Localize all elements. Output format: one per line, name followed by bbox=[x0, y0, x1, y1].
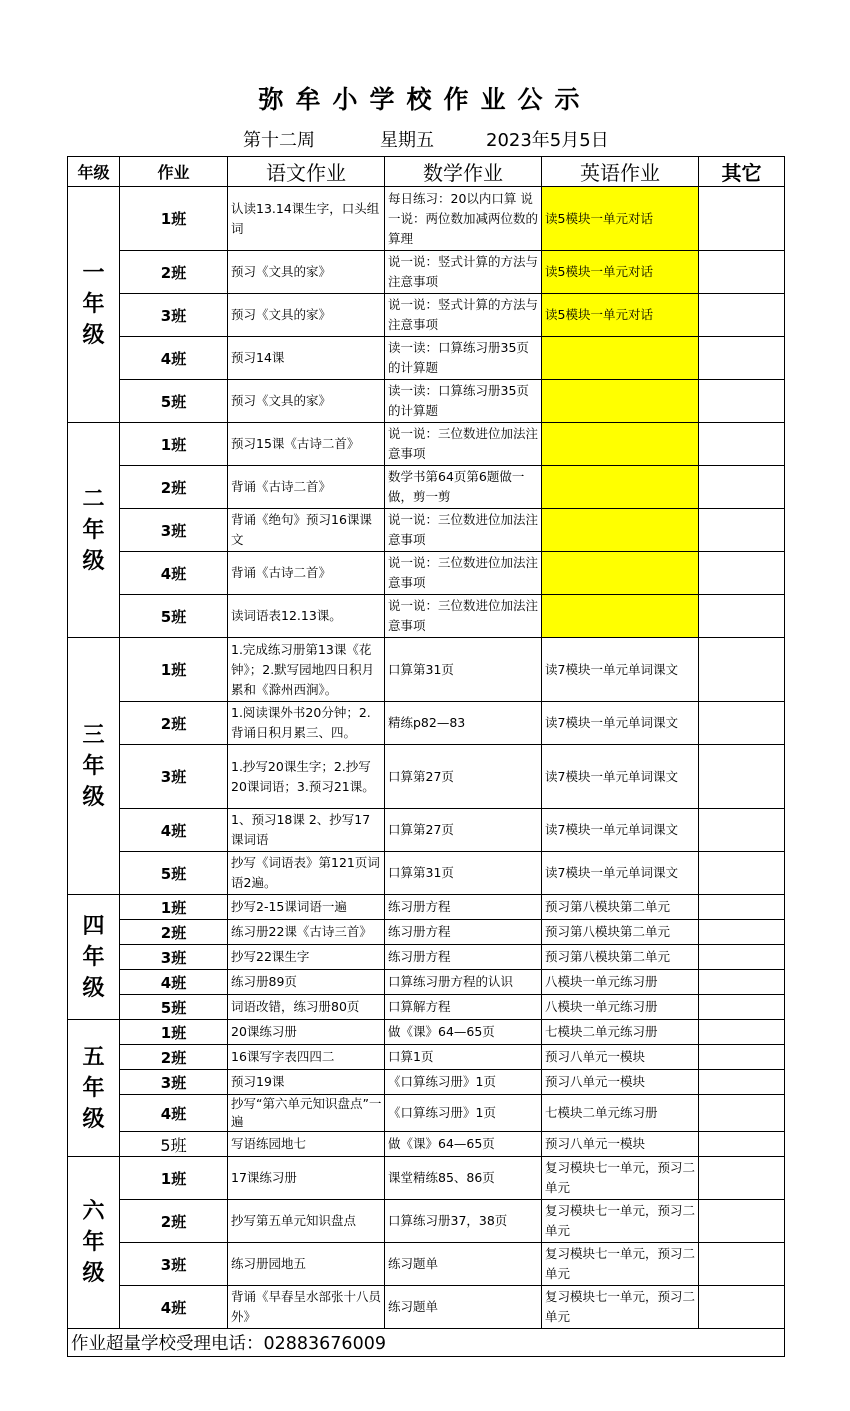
table-row bbox=[68, 1286, 785, 1329]
math-homework-cell: 练习题单 bbox=[385, 1286, 542, 1329]
chinese-homework-cell: 预习《文具的家》 bbox=[228, 251, 385, 294]
math-homework-cell: 口算1页 bbox=[385, 1045, 542, 1070]
other-homework-cell bbox=[699, 852, 785, 895]
other-homework-cell bbox=[699, 1070, 785, 1095]
grade-label: 一 年 级 bbox=[68, 187, 120, 423]
table-row bbox=[68, 852, 785, 895]
english-homework-cell bbox=[542, 509, 699, 552]
chinese-homework-cell: 1.完成练习册第13课《花钟》；2.默写园地四日积月累和《滁州西涧》。 bbox=[228, 638, 385, 702]
class-label: 3班 bbox=[120, 1070, 228, 1095]
chinese-homework-cell: 写语练园地七 bbox=[228, 1132, 385, 1157]
table-row bbox=[68, 380, 785, 423]
chinese-homework-cell: 抄写2-15课词语一遍 bbox=[228, 895, 385, 920]
chinese-homework-cell: 1.抄写20课生字；2.抄写20课词语；3.预习21课。 bbox=[228, 745, 385, 809]
english-homework-cell bbox=[542, 466, 699, 509]
english-homework-cell: 预习八单元一模块 bbox=[542, 1132, 699, 1157]
other-homework-cell bbox=[699, 337, 785, 380]
chinese-homework-cell: 抄写第五单元知识盘点 bbox=[228, 1200, 385, 1243]
math-homework-cell: 课堂精练85、86页 bbox=[385, 1157, 542, 1200]
table-row bbox=[68, 552, 785, 595]
class-label: 4班 bbox=[120, 337, 228, 380]
table-row bbox=[68, 895, 785, 920]
math-homework-cell: 口算解方程 bbox=[385, 995, 542, 1020]
math-homework-cell: 说一说：竖式计算的方法与注意事项 bbox=[385, 294, 542, 337]
table-row bbox=[68, 251, 785, 294]
header-grade: 年级 bbox=[68, 157, 120, 187]
chinese-homework-cell: 预习14课 bbox=[228, 337, 385, 380]
english-homework-cell: 读7模块一单元单词课文 bbox=[542, 852, 699, 895]
chinese-homework-cell: 预习《文具的家》 bbox=[228, 294, 385, 337]
grade-label: 二 年 级 bbox=[68, 423, 120, 638]
other-homework-cell bbox=[699, 945, 785, 970]
other-homework-cell bbox=[699, 1200, 785, 1243]
math-homework-cell: 口算第27页 bbox=[385, 745, 542, 809]
class-label: 2班 bbox=[120, 920, 228, 945]
table-row bbox=[68, 1070, 785, 1095]
math-homework-cell: 口算第31页 bbox=[385, 852, 542, 895]
table-row bbox=[68, 423, 785, 466]
class-label: 3班 bbox=[120, 745, 228, 809]
english-homework-cell bbox=[542, 423, 699, 466]
english-homework-cell: 读5模块一单元对话 bbox=[542, 294, 699, 337]
chinese-homework-cell: 练习册园地五 bbox=[228, 1243, 385, 1286]
english-homework-cell: 读7模块一单元单词课文 bbox=[542, 638, 699, 702]
chinese-homework-cell: 抄写“第六单元知识盘点”一遍 bbox=[228, 1095, 385, 1132]
english-homework-cell: 预习第八模块第二单元 bbox=[542, 920, 699, 945]
other-homework-cell bbox=[699, 745, 785, 809]
other-homework-cell bbox=[699, 509, 785, 552]
class-label: 3班 bbox=[120, 509, 228, 552]
chinese-homework-cell: 17课练习册 bbox=[228, 1157, 385, 1200]
math-homework-cell: 读一读：口算练习册35页的计算题 bbox=[385, 380, 542, 423]
page-title: 弥牟小学校作业公示 bbox=[258, 85, 592, 114]
chinese-homework-cell: 预习《文具的家》 bbox=[228, 380, 385, 423]
table-row bbox=[68, 1020, 785, 1045]
header-other: 其它 bbox=[699, 157, 785, 187]
math-homework-cell: 说一说：三位数进位加法注意事项 bbox=[385, 509, 542, 552]
math-homework-cell: 口算第31页 bbox=[385, 638, 542, 702]
other-homework-cell bbox=[699, 595, 785, 638]
english-homework-cell: 读7模块一单元单词课文 bbox=[542, 809, 699, 852]
class-label: 1班 bbox=[120, 1020, 228, 1045]
english-homework-cell: 八模块一单元练习册 bbox=[542, 970, 699, 995]
math-homework-cell: 练习题单 bbox=[385, 1243, 542, 1286]
chinese-homework-cell: 认读13.14课生字，口头组词 bbox=[228, 187, 385, 251]
chinese-homework-cell: 背诵《绝句》预习16课课文 bbox=[228, 509, 385, 552]
table-row bbox=[68, 1243, 785, 1286]
header-english: 英语作业 bbox=[542, 157, 699, 187]
grade-label: 四 年 级 bbox=[68, 895, 120, 1020]
math-homework-cell: 练习册方程 bbox=[385, 945, 542, 970]
header-homework: 作业 bbox=[120, 157, 228, 187]
class-label: 2班 bbox=[120, 1200, 228, 1243]
english-homework-cell: 预习八单元一模块 bbox=[542, 1045, 699, 1070]
table-row bbox=[68, 1132, 785, 1157]
header-math: 数学作业 bbox=[385, 157, 542, 187]
english-homework-cell: 预习八单元一模块 bbox=[542, 1070, 699, 1095]
other-homework-cell bbox=[699, 251, 785, 294]
other-homework-cell bbox=[699, 809, 785, 852]
english-homework-cell: 七模块二单元练习册 bbox=[542, 1020, 699, 1045]
class-label: 5班 bbox=[120, 852, 228, 895]
english-homework-cell: 读5模块一单元对话 bbox=[542, 251, 699, 294]
math-homework-cell: 口算第27页 bbox=[385, 809, 542, 852]
other-homework-cell bbox=[699, 1243, 785, 1286]
table-row bbox=[68, 509, 785, 552]
other-homework-cell bbox=[699, 702, 785, 745]
english-homework-cell: 复习模块七一单元，预习二单元 bbox=[542, 1286, 699, 1329]
chinese-homework-cell: 预习19课 bbox=[228, 1070, 385, 1095]
chinese-homework-cell: 20课练习册 bbox=[228, 1020, 385, 1045]
english-homework-cell: 预习第八模块第二单元 bbox=[542, 895, 699, 920]
math-homework-cell: 精练p82—83 bbox=[385, 702, 542, 745]
class-label: 2班 bbox=[120, 251, 228, 294]
table-row bbox=[68, 1157, 785, 1200]
class-label: 3班 bbox=[120, 294, 228, 337]
other-homework-cell bbox=[699, 920, 785, 945]
table-row bbox=[68, 595, 785, 638]
math-homework-cell: 练习册方程 bbox=[385, 920, 542, 945]
grade-label: 五 年 级 bbox=[68, 1020, 120, 1157]
math-homework-cell: 练习册方程 bbox=[385, 895, 542, 920]
chinese-homework-cell: 背诵《古诗二首》 bbox=[228, 466, 385, 509]
class-label: 5班 bbox=[120, 380, 228, 423]
table-row bbox=[68, 970, 785, 995]
class-label: 1班 bbox=[120, 187, 228, 251]
english-homework-cell: 复习模块七一单元，预习二单元 bbox=[542, 1200, 699, 1243]
class-label: 3班 bbox=[120, 945, 228, 970]
math-homework-cell: 每日练习：20以内口算 说一说：两位数加减两位数的算理 bbox=[385, 187, 542, 251]
table-row bbox=[68, 466, 785, 509]
chinese-homework-cell: 预习15课《古诗二首》 bbox=[228, 423, 385, 466]
table-row bbox=[68, 638, 785, 702]
table-row bbox=[68, 1045, 785, 1070]
math-homework-cell: 做《课》64—65页 bbox=[385, 1132, 542, 1157]
class-label: 5班 bbox=[120, 595, 228, 638]
weekday-label: 星期五 bbox=[380, 130, 434, 151]
class-label: 4班 bbox=[120, 809, 228, 852]
english-homework-cell: 复习模块七一单元，预习二单元 bbox=[542, 1243, 699, 1286]
table-row bbox=[68, 745, 785, 809]
class-label: 4班 bbox=[120, 1286, 228, 1329]
math-homework-cell: 说一说：三位数进位加法注意事项 bbox=[385, 423, 542, 466]
chinese-homework-cell: 词语改错，练习册80页 bbox=[228, 995, 385, 1020]
class-label: 1班 bbox=[120, 1157, 228, 1200]
chinese-homework-cell: 背诵《早春呈水部张十八员外》 bbox=[228, 1286, 385, 1329]
math-homework-cell: 说一说：三位数进位加法注意事项 bbox=[385, 595, 542, 638]
class-label: 2班 bbox=[120, 1045, 228, 1070]
class-label: 1班 bbox=[120, 638, 228, 702]
class-label: 5班 bbox=[120, 1132, 228, 1157]
chinese-homework-cell: 背诵《古诗二首》 bbox=[228, 552, 385, 595]
english-homework-cell: 读7模块一单元单词课文 bbox=[542, 702, 699, 745]
math-homework-cell: 《口算练习册》1页 bbox=[385, 1070, 542, 1095]
other-homework-cell bbox=[699, 1132, 785, 1157]
grade-label: 六 年 级 bbox=[68, 1157, 120, 1329]
chinese-homework-cell: 1.阅读课外书20分钟；2.背诵日积月累三、四。 bbox=[228, 702, 385, 745]
class-label: 4班 bbox=[120, 1095, 228, 1132]
grade-label: 三 年 级 bbox=[68, 638, 120, 895]
other-homework-cell bbox=[699, 1286, 785, 1329]
table-row bbox=[68, 945, 785, 970]
other-homework-cell bbox=[699, 552, 785, 595]
class-label: 4班 bbox=[120, 970, 228, 995]
table-row bbox=[68, 809, 785, 852]
other-homework-cell bbox=[699, 1020, 785, 1045]
english-homework-cell bbox=[542, 380, 699, 423]
class-label: 2班 bbox=[120, 702, 228, 745]
week-label: 第十二周 bbox=[243, 130, 315, 151]
header-chinese: 语文作业 bbox=[228, 157, 385, 187]
class-label: 1班 bbox=[120, 895, 228, 920]
english-homework-cell bbox=[542, 595, 699, 638]
english-homework-cell bbox=[542, 337, 699, 380]
math-homework-cell: 口算练习册方程的认识 bbox=[385, 970, 542, 995]
homework-table bbox=[67, 156, 785, 1357]
other-homework-cell bbox=[699, 1095, 785, 1132]
class-label: 2班 bbox=[120, 466, 228, 509]
other-homework-cell bbox=[699, 995, 785, 1020]
chinese-homework-cell: 1、预习18课 2、抄写17课词语 bbox=[228, 809, 385, 852]
english-homework-cell: 八模块一单元练习册 bbox=[542, 995, 699, 1020]
other-homework-cell bbox=[699, 466, 785, 509]
math-homework-cell: 口算练习册37，38页 bbox=[385, 1200, 542, 1243]
other-homework-cell bbox=[699, 294, 785, 337]
class-label: 5班 bbox=[120, 995, 228, 1020]
complaint-hotline: 作业超量学校受理电话：02883676009 bbox=[68, 1329, 785, 1357]
chinese-homework-cell: 抄写22课生字 bbox=[228, 945, 385, 970]
english-homework-cell: 七模块二单元练习册 bbox=[542, 1095, 699, 1132]
math-homework-cell: 数学书第64页第6题做一做，剪一剪 bbox=[385, 466, 542, 509]
chinese-homework-cell: 练习册89页 bbox=[228, 970, 385, 995]
table-row bbox=[68, 702, 785, 745]
table-row bbox=[68, 337, 785, 380]
other-homework-cell bbox=[699, 895, 785, 920]
table-row bbox=[68, 1095, 785, 1132]
math-homework-cell: 做《课》64—65页 bbox=[385, 1020, 542, 1045]
math-homework-cell: 说一说：竖式计算的方法与注意事项 bbox=[385, 251, 542, 294]
chinese-homework-cell: 练习册22课《古诗三首》 bbox=[228, 920, 385, 945]
class-label: 3班 bbox=[120, 1243, 228, 1286]
class-label: 1班 bbox=[120, 423, 228, 466]
table-row bbox=[68, 1200, 785, 1243]
other-homework-cell bbox=[699, 380, 785, 423]
class-label: 4班 bbox=[120, 552, 228, 595]
english-homework-cell: 读5模块一单元对话 bbox=[542, 187, 699, 251]
chinese-homework-cell: 16课写字表四四二 bbox=[228, 1045, 385, 1070]
english-homework-cell bbox=[542, 552, 699, 595]
other-homework-cell bbox=[699, 423, 785, 466]
table-row bbox=[68, 920, 785, 945]
table-row bbox=[68, 995, 785, 1020]
chinese-homework-cell: 读词语表12.13课。 bbox=[228, 595, 385, 638]
english-homework-cell: 复习模块七一单元，预习二单元 bbox=[542, 1157, 699, 1200]
math-homework-cell: 读一读：口算练习册35页的计算题 bbox=[385, 337, 542, 380]
math-homework-cell: 说一说：三位数进位加法注意事项 bbox=[385, 552, 542, 595]
table-row bbox=[68, 294, 785, 337]
chinese-homework-cell: 抄写《词语表》第121页词语2遍。 bbox=[228, 852, 385, 895]
table-row bbox=[68, 187, 785, 251]
other-homework-cell bbox=[699, 638, 785, 702]
other-homework-cell bbox=[699, 1045, 785, 1070]
other-homework-cell bbox=[699, 1157, 785, 1200]
math-homework-cell: 《口算练习册》1页 bbox=[385, 1095, 542, 1132]
date-label: 2023年5月5日 bbox=[486, 130, 609, 151]
other-homework-cell bbox=[699, 970, 785, 995]
english-homework-cell: 读7模块一单元单词课文 bbox=[542, 745, 699, 809]
english-homework-cell: 预习第八模块第二单元 bbox=[542, 945, 699, 970]
other-homework-cell bbox=[699, 187, 785, 251]
